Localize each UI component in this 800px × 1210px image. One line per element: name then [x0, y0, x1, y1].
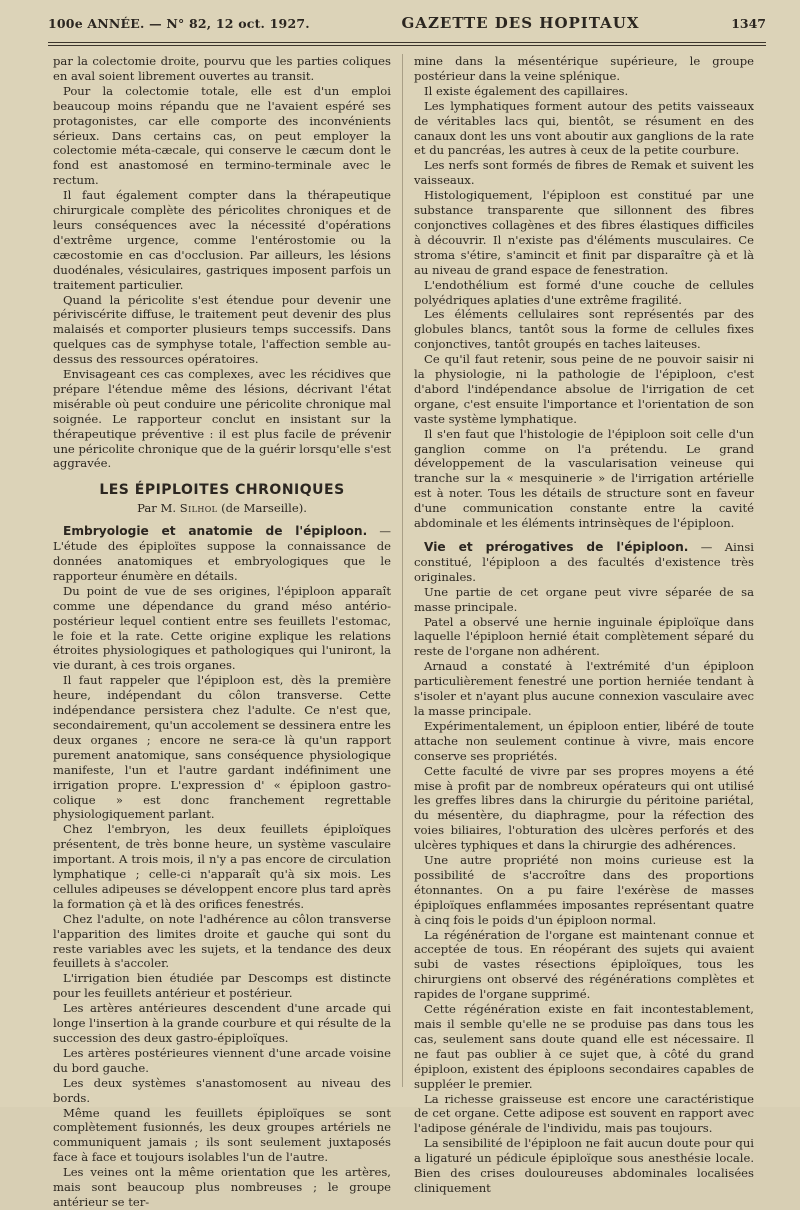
- paragraph: Expérimentalement, un épiploon entier, libéré de toute attache non seulement continue à vivre, mais encore conserve ses propriétés.: [414, 718, 754, 763]
- paragraph: Même quand les feuillets épiploïques se sont complètement fusionnés, les deux groupes artériels ne communiquent jamais ; ils sont seulement juxtaposés face à face et toujours isolables l'un de l'autre.: [53, 1105, 391, 1165]
- subsection-heading: Embryologie et anatomie de l'épiploon.: [63, 524, 368, 539]
- paragraph: Cette faculté de vivre par ses propres moyens a été mise à profit par de nombreux opérateurs qui ont utilisé les greffes libres dans la chirurgie du péritoine pariétal, du mésentère, du diaphragme, pour la réfection des voies biliaires, l'obturation des ulcères perforés et des ulcères typhiques et dans la chirurgie des adhérences.: [414, 763, 754, 853]
- byline: [53, 501, 391, 516]
- paragraph: Histologiquement, l'épiploon est constitué par une substance transparente que sillonnent des fibres conjonctives collagènes et des fibres élastiques difficiles à découvrir. Il n'existe pas d'éléments musculaires. Ce stroma s'étire, s'amincit et finit par disparaître çà et là au niveau de grand espace de fenestration.: [414, 188, 754, 277]
- paragraph: L'endothélium est formé d'une couche de cellules polyédriques aplaties d'une extrême fragilité.: [414, 277, 754, 307]
- subsection-heading: Vie et prérogatives de l'épiploon.: [424, 540, 689, 554]
- page-number: 1347: [731, 16, 766, 31]
- paragraph: Il faut également compter dans la thérapeutique chirurgicale complète des péricolites chroniques et de leurs conséquences avec la nécessité d'opérations d'extrême urgence, comme l'entérostomie ou la cæcostomie en cas d'occlusion. Par ailleurs, les lésions duodénales, vésiculaires, gastriques imposent parfois un traitement particulier.: [53, 188, 391, 292]
- paragraph: Patel a observé une hernie inguinale épiploïque dans laquelle l'épiploon hernié était complètement séparé du reste de l'organe non adhérent.: [414, 614, 754, 659]
- journal-title: GAZETTE DES HOPITAUX: [401, 14, 640, 32]
- paragraph: La régénération de l'organe est maintenant connue et acceptée de tous. En réopérant des sujets qui avaient subi de vastes résections épiploïques, tous les chirurgiens ont observé des régénérations complètes et rapides de l'organe supprimé.: [414, 927, 754, 1002]
- paragraph: Les nerfs sont formés de fibres de Remak et suivent les vaisseaux.: [414, 158, 754, 188]
- paragraph: Les veines ont la même orientation que les artères, mais sont beaucoup plus nombreuses ; le groupe antérieur se ter-: [53, 1165, 391, 1209]
- paragraph: Il existe également des capillaires.: [424, 83, 629, 98]
- paragraph: par la colectomie droite, pourvu que les parties coliques en aval soient librement ouvertes au transit.: [53, 54, 391, 83]
- paragraph: Cette régénération existe en fait incontestablement, mais il semble qu'elle ne se produise pas dans tous les cas, seulement sans doute quand elle est nécessaire. Il ne faut pas oublier à ce sujet que, à côté du grand épiploon, existent des épiploons secondaires capables de suppléer le premier.: [414, 1002, 754, 1091]
- paragraph: Les artères antérieures descendent d'une arcade qui longe l'insertion à la grande courbure et qui résulte de la succession des deux gastro-épiploïques.: [53, 1001, 391, 1045]
- running-head: [48, 14, 766, 36]
- paragraph: Il faut rappeler que l'épiploon est, dès la première heure, indépendant du côlon transverse. Cette indépendance persistera chez l'adulte. Ce n'est que, secondairement, qu'un accolement se dessinera entre les deux organes ; encore ne sera-ce là qu'un rapport purement anatomique, sans conséquence physiologique manifeste, l'un et l'autre gardant indéfiniment une irrigation propre. L'expression d' « épiploon gastro-colique » est donc franchement regrettable physiologiquement parlant.: [53, 673, 391, 822]
- paragraph: Envisageant ces cas complexes, avec les récidives que prépare l'étendue même des lésions, décrivant l'état misérable où peut conduire une péricolite chronique mal soignée. Le rapporteur conclut en insistant sur la thérapeutique préventive : il est plus facile de prévenir une péricolite chronique que de la guérir lorsqu'elle s'est aggravée.: [53, 367, 391, 471]
- paragraph: Chez l'adulte, on note l'adhérence au côlon transverse l'apparition des limites droite et gauche qui sont du reste variables avec les sujets, et la tendance des deux feuillets à s'accoler.: [53, 911, 391, 971]
- paragraph: Du point de vue de ses origines, l'épiploon apparaît comme une dépendance du grand méso antério-postérieur lequel contient entre ses feuillets l'estomac, le foie et la rate. Cette origine explique les relations étroites physiologiques et pathologiques qui l'uniront, la vie durant, à ces trois organes.: [53, 583, 391, 673]
- byline-suffix: (de Marseille).: [217, 501, 307, 516]
- paragraph: Quand la péricolite s'est étendue pour devenir une périviscérite diffuse, le traitement peut devenir des plus malaisés et comporter plusieurs temps successifs. Dans quelques cas de symphyse totale, l'affection semble au-dessus des ressources opératoires.: [53, 292, 391, 367]
- paragraph: Pour la colectomie totale, elle est d'un emploi beaucoup moins répandu que ne l'avaient espéré ses protagonistes, car elle comporte des inconvénients sérieux. Dans certains cas, on peut employer la colectomie méta-cæcale, qui conserve le cæcum dont le fond est anastomosé en termino-terminale avec le rectum.: [53, 83, 391, 188]
- paragraph: La richesse graisseuse est encore une caractéristique de cet organe. Cette adipose est souvent en rapport avec l'adipose générale de l'individu, mais pas toujours.: [414, 1091, 754, 1136]
- subsection-paragraph: [53, 524, 391, 584]
- paragraph: Une partie de cet organe peut vivre séparée de sa masse principale.: [414, 584, 754, 614]
- subsection-lead: — L'étude des épiploïtes suppose la connaissance de données anatomiques et embryologiques que le rapporteur énumère en détails.: [53, 524, 391, 583]
- byline-prefix: Par M.: [137, 501, 180, 516]
- paragraph: Les éléments cellulaires sont représentés par des globules blancs, tantôt sous la forme de cellules fixes conjonctives, tantôt groupés en taches laiteuses.: [414, 307, 754, 352]
- subsection-paragraph: [414, 540, 754, 585]
- paragraph: L'irrigation bien étudiée par Descomps est distincte pour les feuillets antérieur et postérieur.: [53, 971, 391, 1001]
- left-column: [53, 54, 391, 1210]
- paragraph: Chez l'embryon, les deux feuillets épiploïques présentent, de très bonne heure, un système vasculaire important. A trois mois, il n'y a pas encore de circulation lymphatique ; celle-ci n'apparaît qu'à six mois. Les cellules adipeuses se développent encore plus tard après la formation çà et là des orifices fenestrés.: [53, 822, 391, 911]
- paragraph: Arnaud a constaté à l'extrémité d'un épiploon particulièrement fenestré une portion herniée tendant à s'isoler et n'ayant plus aucune connexion vasculaire avec la masse principale.: [414, 659, 754, 718]
- paragraph: Les lymphatiques forment autour des petits vaisseaux de véritables lacs qui, bientôt, se résument en des canaux dont les uns vont aboutir aux ganglions de la rate et du pancréas, les autres à ceux de la petite courbure.: [414, 98, 754, 158]
- header-rule: [48, 42, 766, 46]
- issue-info: 100e ANNÉE. — N° 82, 12 oct. 1927.: [48, 16, 310, 31]
- section-title: LES ÉPIPLOITES CHRONIQUES: [99, 482, 345, 499]
- subsection-lead: — Ainsi constitué, l'épiploon a des facultés d'existence très originales.: [414, 540, 755, 584]
- paragraph: Les artères postérieures viennent d'une arcade voisine du bord gauche.: [53, 1045, 391, 1075]
- paragraph: Une autre propriété non moins curieuse est la possibilité de s'accroître dans des proportions étonnantes. On a pu faire l'exérèse de masses épiploïques enflammées imposantes représentant quatre à cinq fois le poids d'un épiploon normal.: [414, 853, 754, 927]
- paragraph: Les deux systèmes s'anastomosent au niveau des bords.: [53, 1075, 391, 1105]
- spacer: [414, 531, 754, 540]
- paragraph: Il s'en faut que l'histologie de l'épiploon soit celle d'un ganglion comme on l'a prétendu. Le grand développement de la vascularisation veineuse qui tranche sur la « mesquinerie » de l'irrigation artérielle est à noter. Tous les détails de structure sont en faveur d'une communication constante entre la cavité abdominale et les éléments intrinsèques de l'épiploon.: [414, 426, 754, 531]
- intro-text: [53, 54, 391, 471]
- author-name: Silhol: [179, 501, 218, 516]
- column-divider: [402, 54, 403, 1087]
- paragraph: Ce qu'il faut retenir, sous peine de ne pouvoir saisir ni la physiologie, ni la pathologie de l'épiploon, c'est d'abord l'indépendance absolue de l'irrigation de cet organe, c'est ensuite l'importance et l'orientation de son vaste système lymphatique.: [414, 352, 754, 426]
- paragraph: mine dans la mésentérique supérieure, le groupe postérieur dans la veine splénique.: [414, 54, 754, 83]
- right-column: [414, 54, 754, 1196]
- paragraph: La sensibilité de l'épiploon ne fait aucun doute pour qui a ligaturé un pédicule épiploïque sous anesthésie locale. Bien des crises douloureuses abdominales localisées cliniquement: [414, 1136, 754, 1195]
